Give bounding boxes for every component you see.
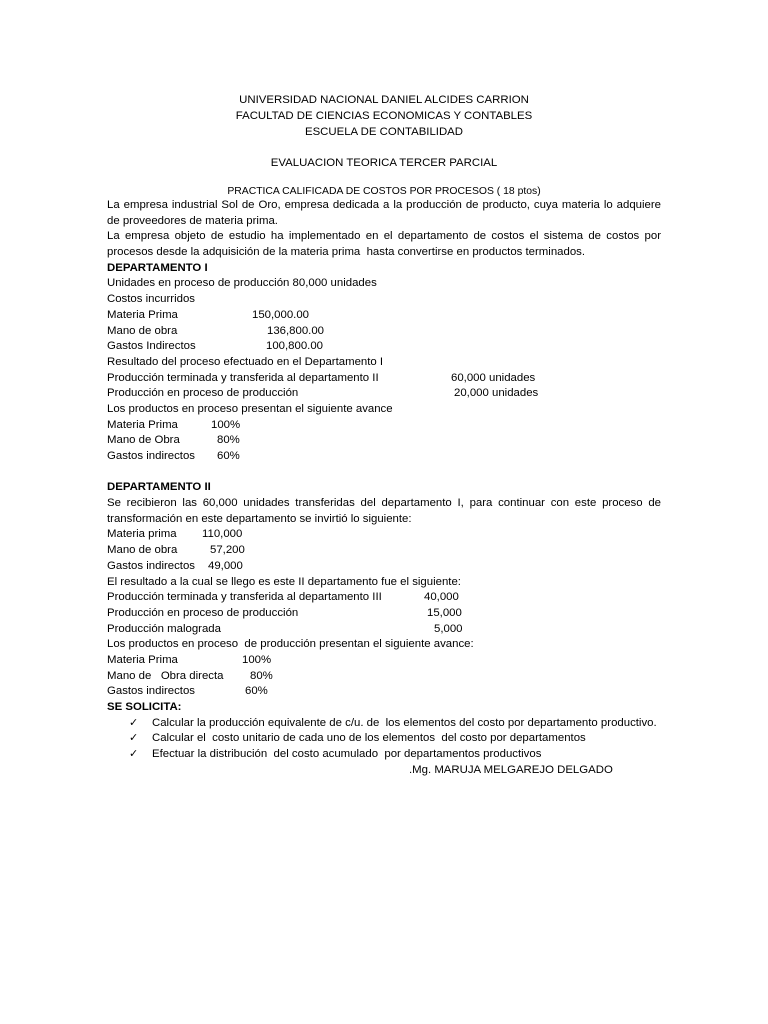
dept2-progress-title: Los productos en proceso de producción presentan el siguiente avance: <box>107 638 474 651</box>
request-item-text: Calcular el costo unitario de cada uno de los elementos del costo por departamentos <box>152 732 586 745</box>
progress-label: Materia Prima <box>107 653 178 666</box>
check-icon: ✓ <box>129 732 139 745</box>
progress-label: Materia Prima <box>107 418 178 431</box>
cost-value: 100,800.00 <box>266 340 324 353</box>
cost-label: Mano de obra <box>107 324 178 337</box>
cost-value: 49,000 <box>208 559 243 572</box>
dept2-result-row <box>107 606 661 622</box>
progress-label: Mano de Obra <box>107 434 180 447</box>
result-value: 40,000 <box>424 591 459 604</box>
progress-value: 60% <box>245 685 268 698</box>
dept2-progress-row <box>107 653 661 669</box>
cost-value: 57,200 <box>210 544 245 557</box>
document-body <box>107 198 661 778</box>
result-value: 60,000 unidades <box>451 371 536 384</box>
dept2-result-row <box>107 590 661 606</box>
result-label: Producción en proceso de producción <box>107 387 299 400</box>
dept1-result-title: Resultado del proceso efectuado en el Departamento I <box>107 355 384 368</box>
exam-title: EVALUACION TEORICA TERCER PARCIAL <box>270 157 498 169</box>
progress-label: Gastos indirectos <box>107 450 195 462</box>
signature: .Mg. MARUJA MELGAREJO DELGADO <box>409 763 613 776</box>
dept2-progress-row <box>107 684 661 700</box>
check-icon: ✓ <box>129 748 139 761</box>
dept1-cost-row <box>107 339 661 355</box>
dept2-cost-row <box>107 527 661 543</box>
faculty-name: FACULTAD DE CIENCIAS ECONOMICAS Y CONTABLES <box>235 110 533 122</box>
cost-value: 150,000.00 <box>252 308 310 321</box>
result-label: Producción terminada y transferida al departamento II <box>107 371 379 384</box>
request-item <box>107 747 661 763</box>
progress-value: 80% <box>217 434 240 447</box>
cost-label: Gastos indirectos <box>107 559 195 572</box>
dept1-progress-row <box>107 433 661 449</box>
cost-value: 136,800.00 <box>267 324 325 337</box>
practice-title: PRACTICA CALIFICADA DE COSTOS POR PROCESOS ( 18 ptos) <box>227 186 541 197</box>
progress-value: 60% <box>217 450 240 462</box>
request-item <box>107 716 661 732</box>
dept1-cost-row <box>107 324 661 340</box>
progress-label: Mano de Obra directa <box>107 669 224 682</box>
dept1-costs-title: Costos incurridos <box>107 293 195 306</box>
check-icon: ✓ <box>129 716 139 729</box>
result-label: Producción en proceso de producción <box>107 606 299 619</box>
dept1-title: DEPARTAMENTO I <box>107 261 208 274</box>
cost-label: Materia prima <box>107 528 177 541</box>
dept1-result-row <box>107 371 661 387</box>
request-title: SE SOLICITA: <box>107 701 182 713</box>
cost-label: Mano de obra <box>107 544 178 557</box>
dept1-result-row <box>107 386 661 402</box>
dept2-intro: transformación en este departamento se invirtió lo siguiente: <box>107 512 412 525</box>
result-value: 15,000 <box>427 606 462 619</box>
intro-line: de proveedores de materia prima. <box>107 214 278 227</box>
dept2-result-title: El resultado a la cual se llego es este II departamento fue el siguiente: <box>107 575 461 588</box>
dept1-progress-row <box>107 418 661 434</box>
request-item-text: Efectuar la distribución del costo acumulado por departamentos productivos <box>152 748 542 761</box>
cost-value: 110,000 <box>202 528 243 541</box>
result-label: Producción terminada y transferida al departamento III <box>107 591 382 604</box>
intro-line: La empresa industrial Sol de Oro, empresa dedicada a la producción de producto, cuya materia lo adquiere <box>107 199 661 211</box>
intro-line: procesos desde la adquisición de la materia prima hasta convertirse en productos terminados. <box>107 246 586 259</box>
dept2-result-row <box>107 622 661 638</box>
dept1-progress-row <box>107 449 661 465</box>
result-value: 20,000 unidades <box>454 387 539 400</box>
university-name: UNIVERSIDAD NACIONAL DANIEL ALCIDES CARRION <box>239 94 529 106</box>
dept2-cost-row <box>107 543 661 559</box>
progress-value: 80% <box>250 669 273 682</box>
result-label: Producción malograda <box>107 622 221 635</box>
cost-label: Materia Prima <box>107 308 178 321</box>
progress-value: 100% <box>242 653 272 666</box>
school-name: ESCUELA DE CONTABILIDAD <box>304 126 464 138</box>
dept1-units: Unidades en proceso de producción 80,000 unidades <box>107 277 377 290</box>
dept1-progress-title: Los productos en proceso presentan el siguiente avance <box>107 402 393 415</box>
dept2-cost-row <box>107 559 661 575</box>
dept2-title: DEPARTAMENTO II <box>107 481 211 494</box>
intro-line: La empresa objeto de estudio ha implementado en el departamento de costos el sistema de costos por <box>107 230 661 243</box>
request-list <box>107 716 661 763</box>
dept2-intro: Se recibieron las 60,000 unidades transferidas del departamento I, para continuar con este proceso de <box>107 497 661 510</box>
request-item <box>107 731 661 747</box>
cost-label: Gastos Indirectos <box>107 340 196 353</box>
spacer <box>107 465 661 481</box>
dept2-progress-row <box>107 669 661 685</box>
dept1-cost-row <box>107 308 661 324</box>
progress-label: Gastos indirectos <box>107 685 195 698</box>
result-value: 5,000 <box>434 622 463 635</box>
request-item-text: Calcular la producción equivalente de c/u. de los elementos del costo por departamento productivo. <box>152 716 657 729</box>
progress-value: 100% <box>211 418 241 431</box>
